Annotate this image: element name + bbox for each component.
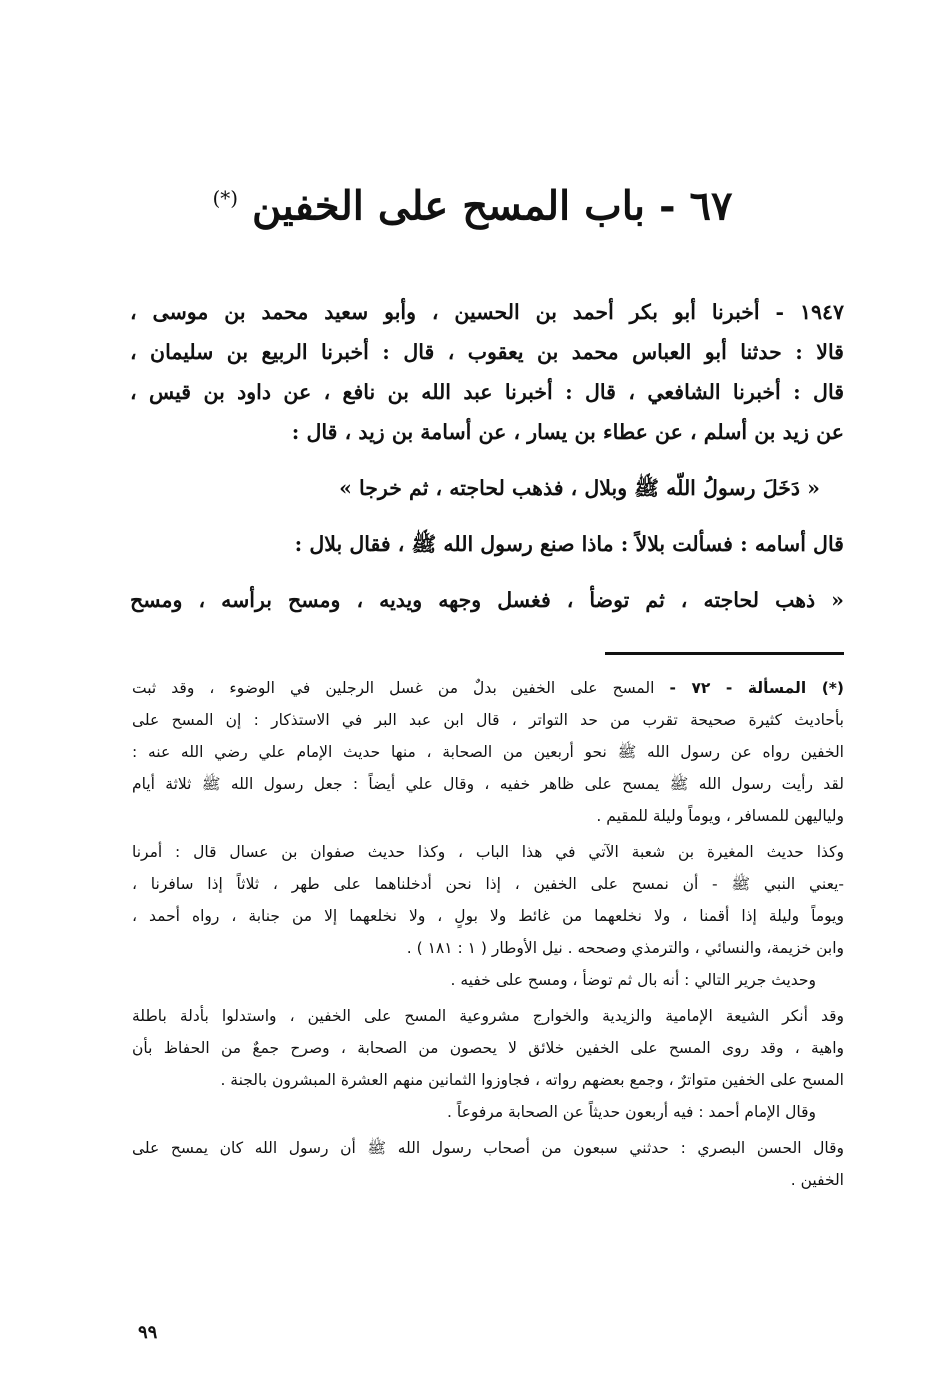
footnote-line: وكذا حديث المغيرة بن شعبة الآتي في هذا الباب ، وكذا حديث صفوان بن عسال قال : أمرنا bbox=[132, 843, 844, 861]
footnote-line: وقال الحسن البصري : حدثني سبعون من أصحاب رسول الله ﷺ أن رسول الله كان يمسح على bbox=[132, 1139, 844, 1157]
footnote-line: لقد رأيت رسول الله ﷺ يمسح على ظاهر خفيه ، وقال علي أيضاً : جعل رسول الله ﷺ ثلاثة أيام bbox=[132, 775, 844, 793]
hadith-line: قال : أخبرنا الشافعي ، قال : أخبرنا عبد الله بن نافع ، عن داود بن قيس ، bbox=[130, 380, 844, 404]
footnote-line: -يعني النبي ﷺ - أن نمسح على الخفين ، إذا نحن أدخلناهما على طهر ، ثلاثاً إذا سافرنا ، bbox=[132, 875, 844, 893]
page-number: ٩٩ bbox=[138, 1322, 158, 1343]
hadith-line: عن زيد بن أسلم ، عن عطاء بن يسار ، عن أسامة بن زيد ، قال : bbox=[291, 420, 844, 444]
footnote-line: وقد أنكر الشيعة الإمامية والزيدية والخوارج مشروعية المسح على الخفين ، واستدلوا بأدلة باطلة bbox=[132, 1007, 844, 1025]
footnotes bbox=[132, 672, 844, 1196]
hadith-line: قالا : حدثنا أبو العباس محمد بن يعقوب ، قال : أخبرنا الربيع بن سليمان ، bbox=[130, 340, 844, 364]
footnote-line: وحديث جرير التالي : أنه بال ثم توضأ ، ومسح على خفيه . bbox=[450, 971, 816, 989]
footnote-line: بأحاديث كثيرة صحيحة تقرب من حد التواتر ، قال ابن عبد البر في الاستذكار : إن المسح على bbox=[132, 711, 844, 729]
footnote-line: وقال الإمام أحمد : فيه أربعون حديثاً عن الصحابة مرفوعاً . bbox=[447, 1103, 816, 1121]
footnote-line: وابن خزيمة، والنسائي ، والترمذي وصححه . نيل الأوطار ( ١ : ١٨١ ) . bbox=[406, 939, 844, 957]
footnote-line: المسح على الخفين متواترٌ ، وجمع بعضهم رواته ، فجاوزوا الثمانين منهم العشرة المبشرون بالجنة . bbox=[220, 1071, 844, 1089]
footnote-line: الخفين . bbox=[790, 1171, 844, 1189]
hadith-line: قال أسامه : فسألت بلالاً : ماذا صنع رسول الله ﷺ ، فقال بلال : bbox=[294, 532, 844, 556]
footnote-line: المسح على الخفين بدلٌ من غسل الرجلين في الوضوء ، وقد ثبت bbox=[132, 679, 655, 697]
hadith-line: ١٩٤٧ - أخبرنا أبو بكر أحمد بن الحسين ، وأبو سعيد محمد بن موسى ، bbox=[130, 300, 844, 324]
footnote-line: واهية ، وقد روى المسح على الخفين خلائق لا يحصون من الصحابة ، وصرح جمعٌ من الحفاظ بأن bbox=[132, 1039, 844, 1057]
footnote-label: (*) المسألة - ٧٢ - bbox=[669, 679, 844, 697]
hadith-quote: « دَخَلَ رسولُ اللّه ﷺ وبلال ، فذهب لحاجته ، ثم خرجا » bbox=[339, 476, 820, 500]
chapter-title-text: ٦٧ - باب المسح على الخفين bbox=[252, 182, 733, 230]
footnote-divider bbox=[605, 652, 844, 655]
footnote-line: الخفين رواه عن رسول الله ﷺ نحو أربعين من الصحابة ، منها حديث الإمام علي رضي الله عنه : bbox=[132, 743, 844, 761]
footnote-line: ولياليهن للمسافر ، ويوماً وليلة للمقيم . bbox=[596, 807, 844, 825]
footnote-line: ويوماً وليلة إذا أقمنا ، ولا نخلعهما من غائط ولا بولٍ ، ولا نخلعهما إلا من جنابة ، رواه أحمد ، bbox=[132, 907, 844, 925]
hadith-text bbox=[130, 292, 844, 628]
footnote-mark: (*) bbox=[212, 186, 239, 210]
hadith-quote: « ذهب لحاجته ، ثم توضأ ، فغسل وجهه ويديه ، ومسح برأسه ، ومسح bbox=[130, 588, 844, 612]
chapter-title bbox=[0, 168, 945, 236]
